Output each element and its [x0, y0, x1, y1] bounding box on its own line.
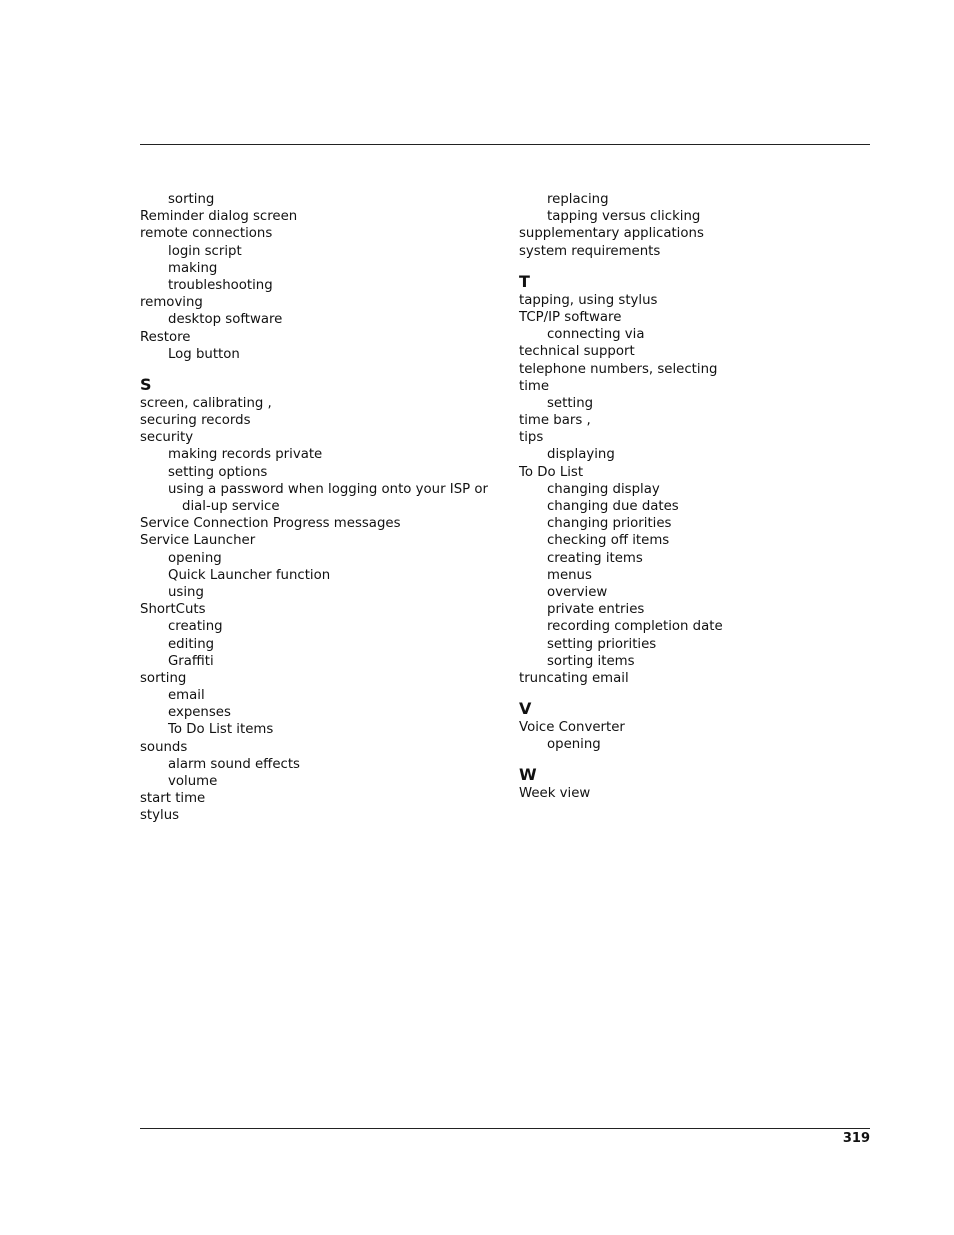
index-entry: supplementary applications [519, 226, 704, 242]
index-section-heading: W [519, 765, 537, 785]
index-subentry: email [168, 688, 205, 704]
index-subentry: troubleshooting [168, 277, 273, 293]
index-subentry: setting options [168, 464, 268, 480]
index-entry: technical support [519, 344, 635, 360]
index-entry: system requirements [519, 243, 661, 259]
index-subentry: desktop software [168, 312, 283, 328]
index-subentry: changing display [547, 481, 660, 497]
footer-rule [140, 1128, 870, 1129]
index-entry: To Do List [519, 464, 584, 480]
index-subentry: creating [168, 619, 223, 635]
index-entry: Week view [519, 786, 591, 802]
index-entry: sorting [140, 670, 187, 686]
header-rule [140, 144, 870, 145]
index-subentry: displaying [547, 447, 615, 463]
index-subentry: opening [168, 550, 222, 566]
index-subentry: using a password when logging onto your ISP or [168, 481, 488, 497]
index-section-heading: T [519, 271, 530, 291]
index-entry: tips [519, 430, 544, 446]
index-subentry: connecting via [547, 327, 645, 343]
index-subentry: checking off items [547, 533, 670, 549]
index-column-right [519, 191, 879, 803]
index-subentry: changing due dates [547, 499, 679, 514]
index-entry: start time [140, 791, 206, 807]
index-subentry: sorting items [547, 653, 635, 669]
index-section-heading: S [140, 374, 152, 394]
index-column-left [140, 191, 500, 825]
index-entry: remote connections [140, 226, 273, 242]
index-entry: security [140, 430, 194, 446]
index-section-heading: V [519, 699, 532, 719]
index-subentry: Quick Launcher function [168, 567, 331, 583]
index-subentry: editing [168, 636, 215, 652]
index-subentry: setting [547, 395, 594, 411]
index-subentry: dial-up service [182, 499, 280, 514]
index-entry: time bars , [519, 413, 591, 429]
index-entry: truncating email [519, 670, 629, 686]
index-subentry: sorting [168, 192, 215, 207]
index-subentry: menus [547, 567, 592, 583]
index-entry: TCP/IP software [519, 309, 622, 325]
index-subentry: alarm sound effects [168, 756, 300, 772]
index-entry: sounds [140, 739, 188, 755]
index-subentry: making [168, 260, 218, 276]
page-number: 319 [842, 1131, 870, 1146]
index-subentry: To Do List items [168, 722, 274, 738]
index-entry: removing [140, 295, 203, 311]
index-entry: ShortCuts [140, 602, 206, 618]
index-entry: Service Launcher [140, 533, 256, 549]
index-subentry: volume [168, 774, 218, 789]
index-subentry: recording completion date [547, 619, 723, 635]
index-entry: Service Connection Progress messages [140, 516, 401, 532]
index-entry: telephone numbers, selecting [519, 361, 718, 377]
index-subentry: replacing [547, 192, 609, 207]
index-subentry: tapping versus clicking [547, 209, 701, 225]
index-subentry: private entries [547, 602, 645, 618]
index-subentry: opening [547, 737, 601, 753]
index-subentry: changing priorities [547, 516, 672, 532]
index-entry: time [519, 378, 550, 394]
index-entry: Voice Converter [519, 720, 625, 736]
index-entry: Reminder dialog screen [140, 209, 298, 225]
index-entry: screen, calibrating , [140, 395, 272, 411]
index-subentry: expenses [168, 705, 231, 721]
index-entry: stylus [140, 808, 180, 824]
index-subentry: making records private [168, 447, 323, 463]
index-subentry: setting priorities [547, 636, 657, 652]
index-subentry: overview [547, 584, 608, 600]
index-entry: Restore [140, 329, 191, 345]
index-subentry: Log button [168, 346, 240, 362]
index-subentry: Graffiti [168, 653, 214, 669]
index-subentry: using [168, 584, 204, 600]
index-entry: securing records [140, 413, 251, 429]
index-subentry: login script [168, 243, 242, 259]
index-subentry: creating items [547, 550, 643, 566]
index-entry: tapping, using stylus [519, 292, 658, 308]
